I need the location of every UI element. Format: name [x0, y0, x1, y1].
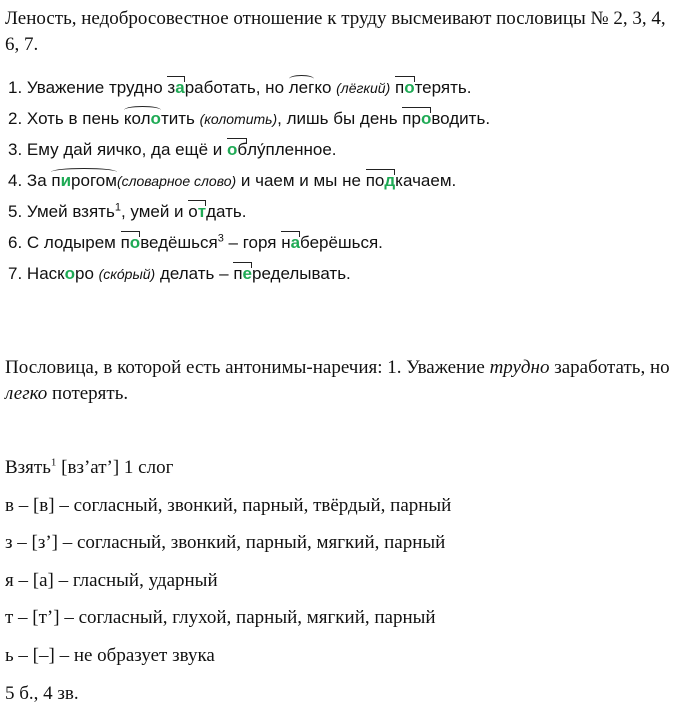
- prefix-mark: по: [121, 227, 141, 258]
- prefix-mark: по: [395, 72, 415, 103]
- intro-paragraph: Леность, недобросовестное отношение к труду высмеивают пословицы № 2, 3, 4, 6, 7.: [5, 8, 666, 55]
- antonym-word: легко: [5, 383, 48, 404]
- check-word: (ско́рый): [98, 266, 156, 282]
- proverb-list: [8, 72, 490, 289]
- root-mark: за: [167, 72, 184, 103]
- phonetic-row: ь – [–] – не образует звука: [5, 644, 215, 666]
- check-word: (словарное слово): [116, 173, 237, 189]
- proverb-number: 3.: [8, 140, 23, 159]
- phonetic-header: Взять$^1$ [вз’ат’] 1 слог: [5, 456, 174, 478]
- proverb-number: 5.: [8, 202, 23, 221]
- proverb-number: 4.: [8, 171, 23, 190]
- prefix-mark: под: [366, 165, 395, 196]
- proverb-5: 5. Умей взять$^1$, умей и отдать.: [8, 196, 490, 227]
- root-mark: лег: [289, 72, 315, 103]
- proverb-7: 7. Наскоро (ско́рый) делать – переделывать.: [8, 258, 490, 289]
- prefix-mark: об: [227, 134, 247, 165]
- root-mark: пирогом: [51, 165, 117, 196]
- proverb-number: 2.: [8, 109, 23, 128]
- antonym-word: трудно: [489, 357, 550, 378]
- prefix-mark: на: [281, 227, 300, 258]
- proverb-1: 1. Уважение трудно заработать, но легко (лёгкий) потерять.: [8, 72, 490, 103]
- check-word: (лёгкий): [336, 80, 391, 96]
- prefix-mark: от: [188, 196, 206, 227]
- prefix-mark: пе: [233, 258, 252, 289]
- phonetic-row: я – [а] – гласный, ударный: [5, 569, 218, 591]
- phonetic-row: в – [в] – согласный, звонкий, парный, твёрдый, парный: [5, 494, 452, 516]
- proverb-4: 4. За пирогом(словарное слово) и чаем и мы не подкачаем.: [8, 165, 490, 196]
- phonetic-analysis: [5, 455, 451, 718]
- footnote-mark: 1: [114, 201, 121, 214]
- proverb-number: 7.: [8, 264, 23, 283]
- check-word: (колотить): [199, 111, 278, 127]
- footnote-mark: 1: [50, 456, 57, 469]
- proverb-3: 3. Ему дай яичко, да ещё и облу́пленное.: [8, 134, 490, 165]
- proverb-number: 6.: [8, 233, 23, 252]
- proverb-2: 2. Хоть в пень колотить (колотить), лишь бы день проводить.: [8, 103, 490, 134]
- proverb-number: 1.: [8, 78, 23, 97]
- phonetic-row: з – [з’] – согласный, звонкий, парный, мягкий, парный: [5, 532, 446, 554]
- prefix-mark: про: [402, 103, 431, 134]
- footnote-mark: 3: [217, 232, 224, 245]
- proverb-6: 6. С лодырем поведёшься$^3$ – горя наберёшься.: [8, 227, 490, 258]
- phonetic-row: т – [т’] – согласный, глухой, парный, мягкий, парный: [5, 607, 436, 629]
- phonetic-summary: 5 б., 4 зв.: [5, 682, 79, 704]
- antonyms-paragraph: Пословица, в которой есть антонимы-наречия: 1. Уважение трудно заработать, но легко потерять.: [5, 357, 670, 404]
- root-mark: коло: [124, 103, 161, 134]
